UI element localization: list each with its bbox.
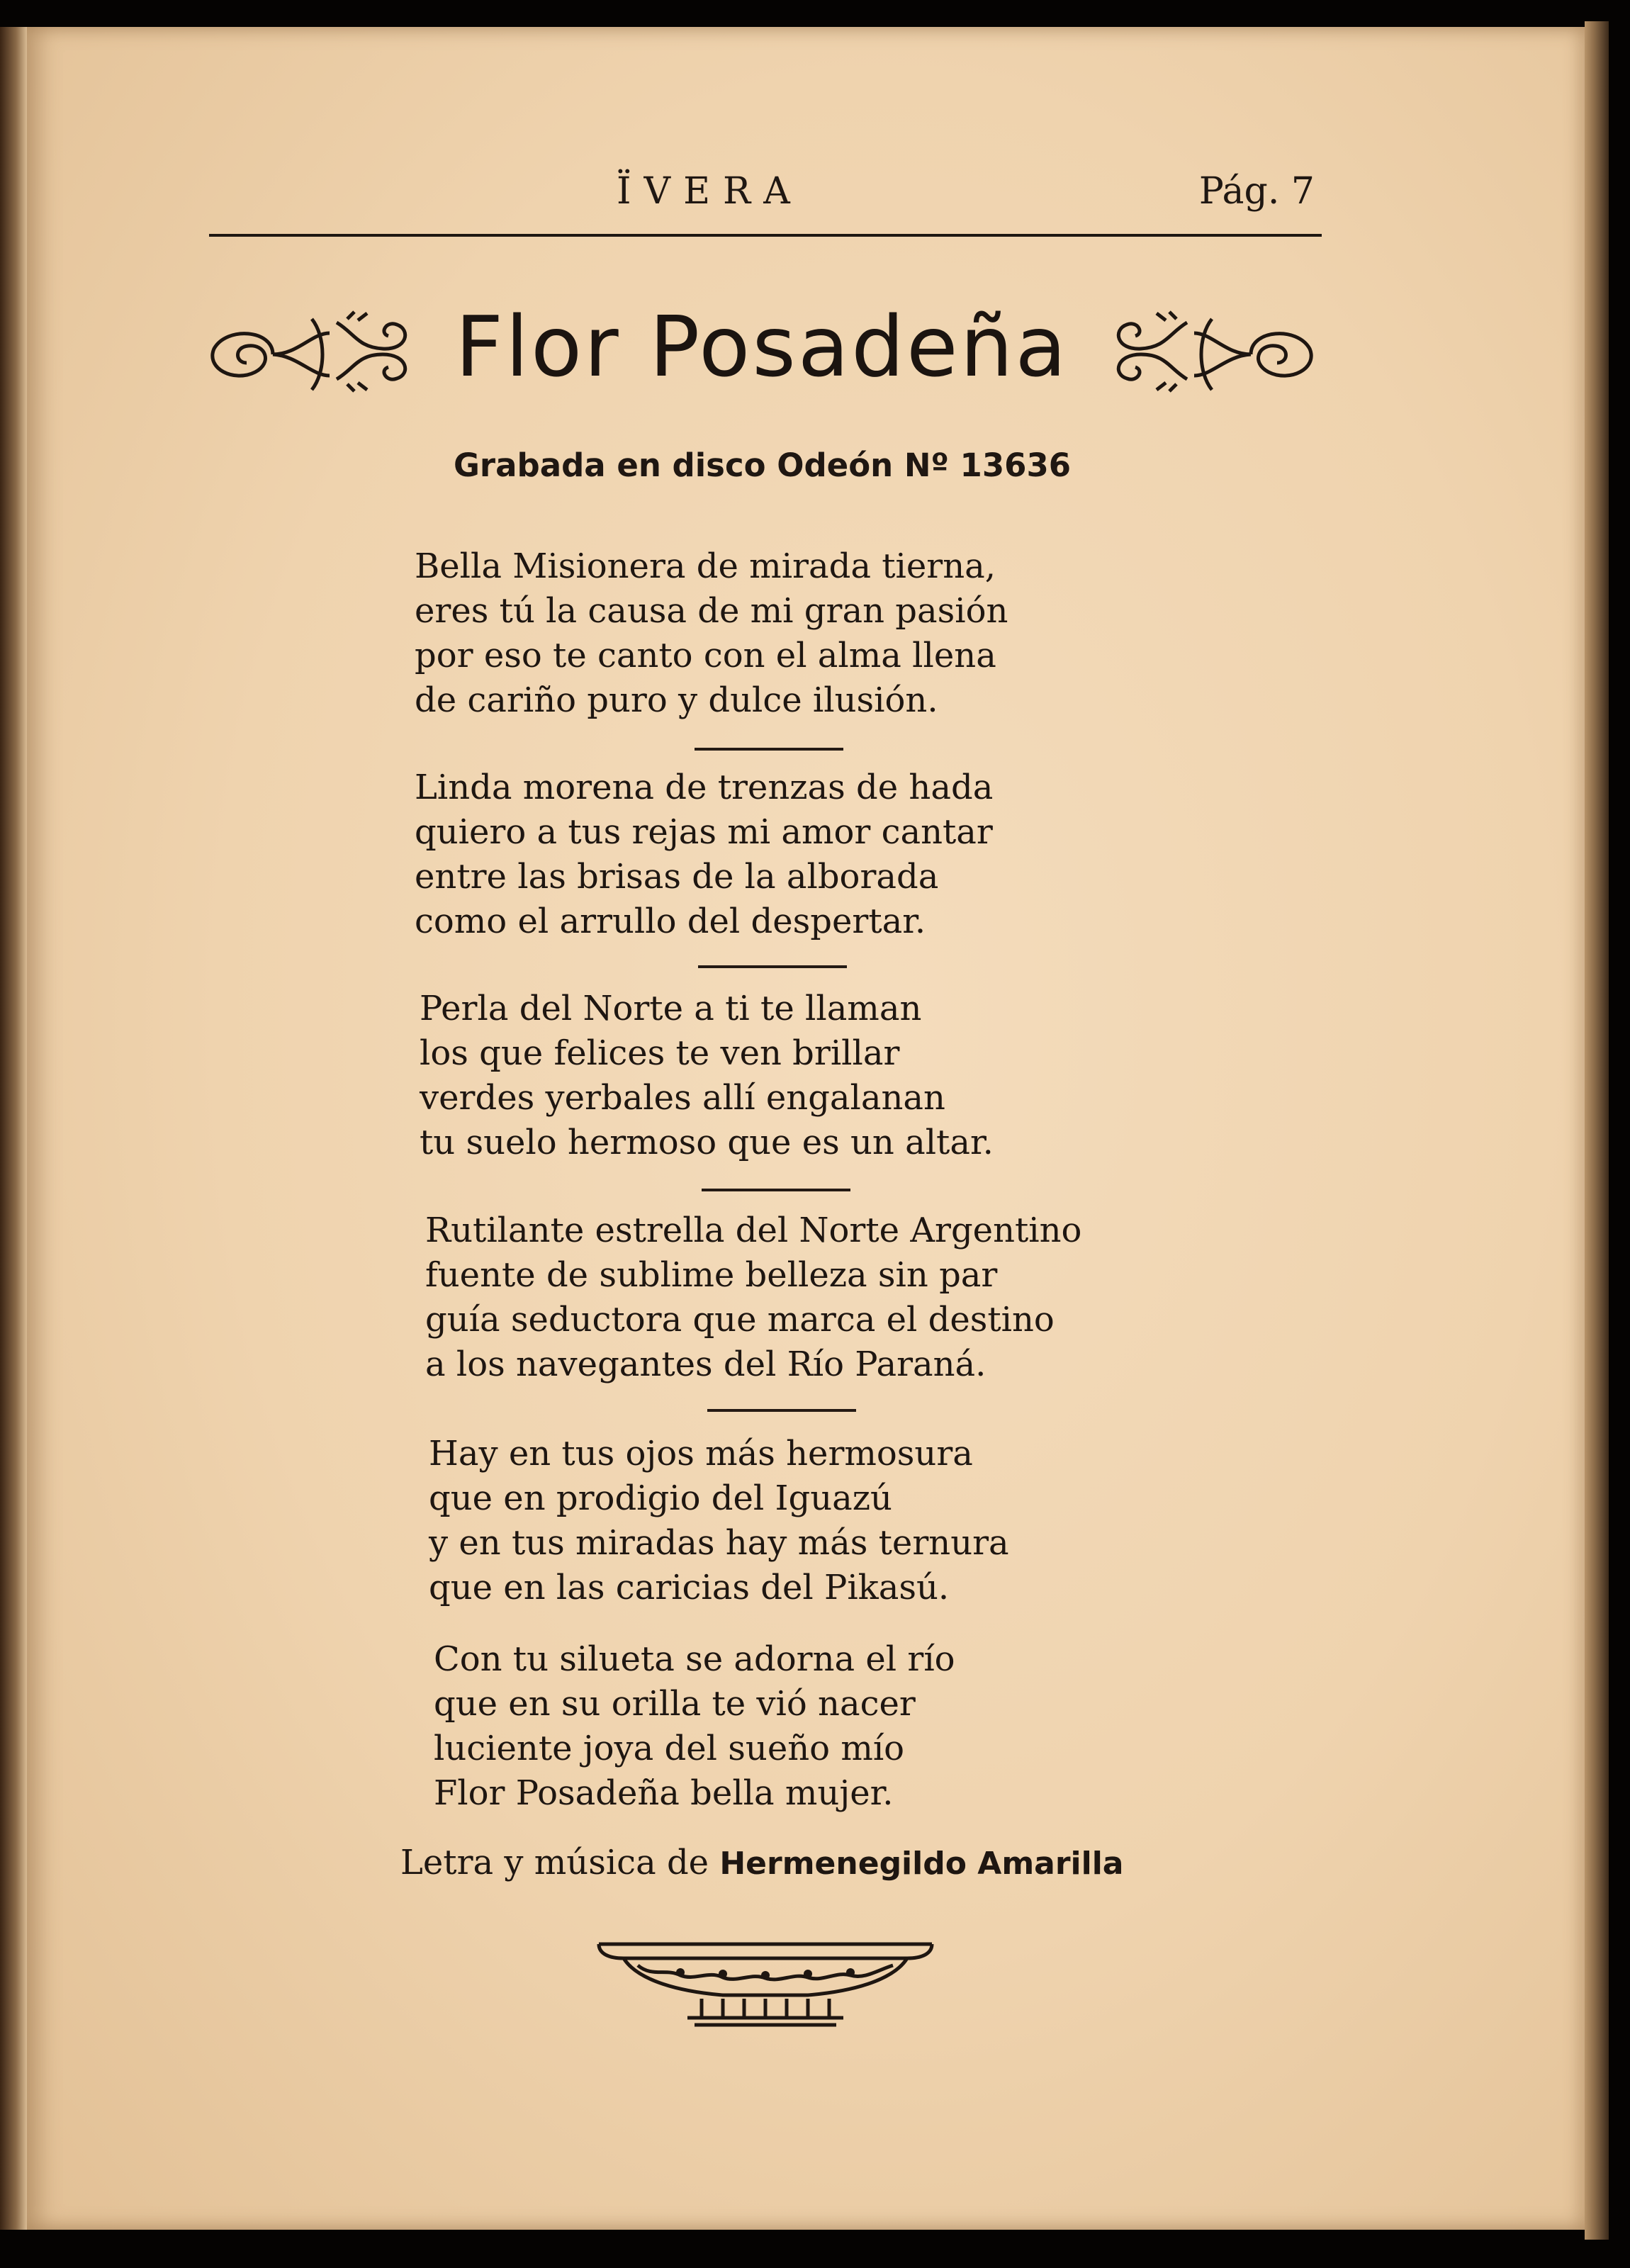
verse-line: como el arrullo del despertar.: [415, 902, 926, 941]
verse-line: Flor Posadeña bella mujer.: [434, 1773, 894, 1813]
header-rule: [209, 234, 1322, 237]
verse-line: de cariño puro y dulce ilusión.: [415, 680, 938, 720]
verse-line: eres tú la causa de mi gran pasión: [415, 591, 1008, 631]
stanza: [434, 1637, 955, 1816]
stanza-divider: [702, 1189, 850, 1191]
stanza-divider: [698, 965, 847, 968]
verse-line: Con tu silueta se adorna el río: [434, 1639, 955, 1679]
verse-line: que en las caricias del Pikasú.: [429, 1568, 950, 1607]
page-edge: [1585, 21, 1609, 2240]
stanza: [415, 765, 993, 944]
stanza-divider: [695, 748, 843, 751]
verse-line: y en tus miradas hay más ternura: [429, 1523, 1009, 1563]
stanza: [415, 544, 1008, 723]
stanza: [420, 987, 994, 1165]
verse-line: Linda morena de trenzas de hada: [415, 768, 994, 807]
verse-line: guía seductora que marca el destino: [425, 1300, 1055, 1340]
tailpiece-ornament-icon: [595, 1938, 935, 2031]
song-credit: [400, 1843, 1124, 1882]
credit-prefix: Letra y música de: [400, 1843, 709, 1882]
verse-line: fuente de sublime belleza sin par: [425, 1255, 998, 1295]
journal-name: ÏVERA: [617, 170, 803, 213]
verse-line: luciente joya del sueño mío: [434, 1729, 905, 1768]
verse-line: que en prodigio del Iguazú: [429, 1478, 892, 1518]
verse-line: quiero a tus rejas mi amor cantar: [415, 812, 993, 852]
scroll-ornament-left-icon: [206, 305, 418, 397]
stanza: [429, 1432, 1009, 1610]
stanza: [425, 1208, 1081, 1387]
page-number: Pág. 7: [1198, 170, 1315, 213]
title-block: [206, 298, 1318, 404]
verse-line: Bella Misionera de mirada tierna,: [415, 546, 996, 586]
author-name: Hermenegildo Amarilla: [719, 1846, 1124, 1882]
verse-line: que en su orilla te vió nacer: [434, 1684, 916, 1724]
verse-line: Perla del Norte a ti te llaman: [420, 989, 922, 1028]
verse-line: tu suelo hermoso que es un altar.: [420, 1123, 994, 1162]
verse-line: Hay en tus ojos más hermosura: [429, 1434, 973, 1473]
verse-line: a los navegantes del Río Paraná.: [425, 1344, 987, 1384]
running-header: [209, 170, 1315, 220]
verse-line: los que felices te ven brillar: [420, 1033, 900, 1073]
song-title: Flor Posadeña: [455, 298, 1069, 395]
verse-line: Rutilante estrella del Norte Argentino: [425, 1211, 1082, 1250]
scroll-ornament-right-icon: [1106, 305, 1318, 397]
stanza-divider: [707, 1409, 856, 1412]
verse-line: por eso te canto con el alma llena: [415, 636, 996, 675]
spine-shadow: [0, 27, 27, 2230]
verse-line: entre las brisas de la alborada: [415, 857, 939, 897]
verse-line: verdes yerbales allí engalanan: [420, 1078, 945, 1118]
recording-info: Grabada en disco Odeón Nº 13636: [454, 447, 1072, 484]
